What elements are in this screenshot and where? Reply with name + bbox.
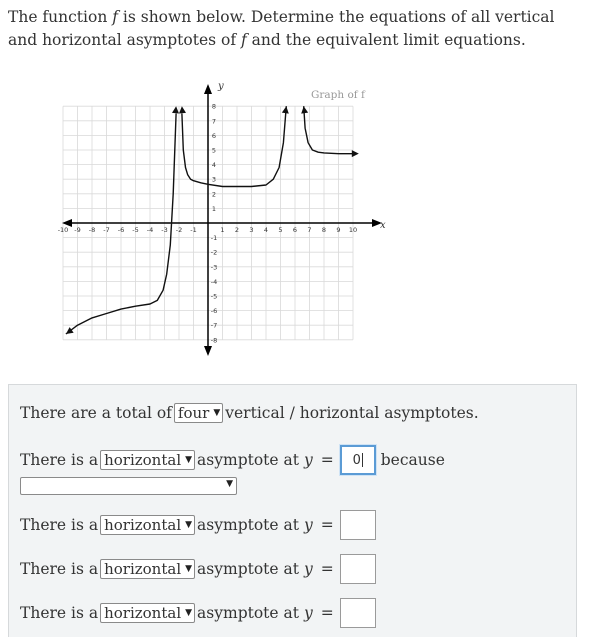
x-tick-label: 6 — [292, 226, 298, 234]
answer-panel — [8, 384, 577, 637]
row-text: There are a total of — [20, 404, 172, 422]
prompt-text: The function — [8, 8, 113, 26]
select-value: four — [177, 404, 210, 422]
y-tick-label: -6 — [210, 307, 218, 316]
reason-select[interactable] — [20, 477, 237, 495]
y-axis-label: y — [218, 81, 224, 92]
graph-axes — [62, 84, 382, 356]
variable-y: y — [303, 516, 313, 534]
x-tick-label: 5 — [278, 226, 283, 234]
asymptote-row-3 — [20, 554, 376, 584]
asymptote-type-select-3[interactable] — [100, 559, 195, 579]
function-graph — [0, 78, 400, 360]
variable-y: y — [303, 604, 313, 622]
arrow-up-icon — [172, 106, 179, 113]
asymptote-count-row — [20, 403, 479, 423]
chevron-down-icon: ▼ — [185, 520, 193, 530]
asymptote-count-select[interactable] — [174, 403, 223, 423]
x-tick-label: -3 — [161, 226, 168, 234]
x-tick-label: -9 — [74, 226, 81, 234]
row-text: asymptote at — [197, 451, 299, 469]
prompt-text: and the equivalent limit equations. — [246, 31, 526, 49]
arrow-up-icon — [301, 106, 308, 113]
chevron-down-icon: ▼ — [185, 608, 193, 618]
asymptote-type-select-2[interactable] — [100, 515, 195, 535]
y-tick-label: -7 — [210, 321, 218, 330]
row-text: vertical / horizontal asymptotes. — [225, 404, 479, 422]
curve-segment-3 — [304, 106, 353, 154]
y-tick-label: -2 — [210, 248, 218, 257]
arrow-up-icon — [204, 84, 212, 94]
row-text: There is a — [20, 516, 99, 534]
y-tick-label: 6 — [211, 131, 217, 140]
asymptote-row-4 — [20, 598, 376, 628]
equals-sign: = — [320, 560, 334, 578]
x-tick-label: -1 — [190, 226, 197, 234]
y-tick-label: 7 — [211, 117, 217, 126]
asymptote-value-input-1[interactable] — [340, 445, 376, 475]
x-axis-label: x — [380, 220, 386, 231]
x-tick-label: -10 — [57, 226, 69, 234]
x-tick-label: 3 — [249, 226, 254, 234]
row-text: There is a — [20, 560, 99, 578]
curve-segment-2 — [182, 106, 286, 186]
prompt-function-var: f — [112, 8, 118, 26]
chevron-down-icon: ▼ — [185, 564, 193, 574]
chevron-down-icon: ▼ — [213, 408, 221, 418]
y-tick-label: -5 — [210, 292, 218, 301]
input-value: 0 — [352, 452, 361, 468]
row-text: There is a — [20, 604, 99, 622]
variable-y: y — [303, 560, 313, 578]
x-tick-label: 8 — [321, 226, 327, 234]
y-tick-label: -8 — [210, 336, 218, 345]
problem-prompt — [8, 6, 588, 52]
arrow-up-icon — [282, 106, 289, 113]
equals-sign: = — [320, 604, 334, 622]
y-tick-label: -1 — [210, 234, 218, 243]
row-text: There is a — [20, 451, 99, 469]
y-tick-label: 3 — [211, 175, 217, 184]
x-tick-label: 9 — [336, 226, 341, 234]
x-tick-label: 1 — [220, 226, 225, 234]
asymptote-type-select-1[interactable] — [100, 450, 195, 470]
x-tick-label: -7 — [103, 226, 110, 234]
arrow-down-left-icon — [66, 327, 74, 334]
y-tick-label: -3 — [210, 263, 218, 272]
asymptote-value-input-3[interactable] — [340, 554, 376, 584]
x-tick-label: 2 — [234, 226, 240, 234]
x-tick-label: -5 — [132, 226, 139, 234]
asymptote-value-input-4[interactable] — [340, 598, 376, 628]
select-value: horizontal — [104, 604, 182, 622]
y-tick-label: 1 — [211, 204, 217, 213]
graph-legend: Graph of f — [311, 89, 365, 101]
arrow-down-icon — [204, 346, 212, 356]
y-tick-label: 5 — [211, 146, 217, 155]
x-tick-label: 10 — [348, 226, 358, 234]
arrow-up-icon — [179, 106, 186, 113]
prompt-function-var: f — [241, 31, 247, 49]
x-tick-label: -4 — [146, 226, 154, 234]
asymptote-type-select-4[interactable] — [100, 603, 195, 623]
row-text: asymptote at — [197, 516, 299, 534]
chevron-down-icon: ▼ — [185, 455, 193, 465]
x-tick-label: 4 — [263, 226, 269, 234]
x-tick-label: -2 — [175, 226, 183, 234]
select-value: horizontal — [104, 516, 182, 534]
asymptote-value-input-2[interactable] — [340, 510, 376, 540]
select-value: horizontal — [104, 560, 182, 578]
x-tick-label: -6 — [117, 226, 125, 234]
x-tick-label: -8 — [88, 226, 96, 234]
row-text: asymptote at — [197, 560, 299, 578]
y-tick-label: 8 — [211, 102, 217, 111]
row-text: because — [380, 451, 445, 469]
arrow-right-icon — [352, 150, 359, 157]
equals-sign: = — [320, 516, 334, 534]
y-tick-label: 4 — [211, 161, 217, 170]
chevron-down-icon: ▼ — [226, 479, 233, 489]
variable-y: y — [303, 451, 313, 469]
select-value: horizontal — [104, 451, 182, 469]
asymptote-row-1 — [20, 445, 445, 475]
prompt-text: is shown below. Determine the equations of all vertical and horizontal asymptotes of — [8, 8, 555, 49]
equals-sign: = — [320, 451, 334, 469]
y-tick-label: -4 — [210, 277, 218, 286]
x-tick-label: 7 — [307, 226, 312, 234]
asymptote-row-2 — [20, 510, 376, 540]
row-text: asymptote at — [197, 604, 299, 622]
text-caret — [362, 453, 363, 467]
y-tick-label: 2 — [211, 190, 217, 199]
